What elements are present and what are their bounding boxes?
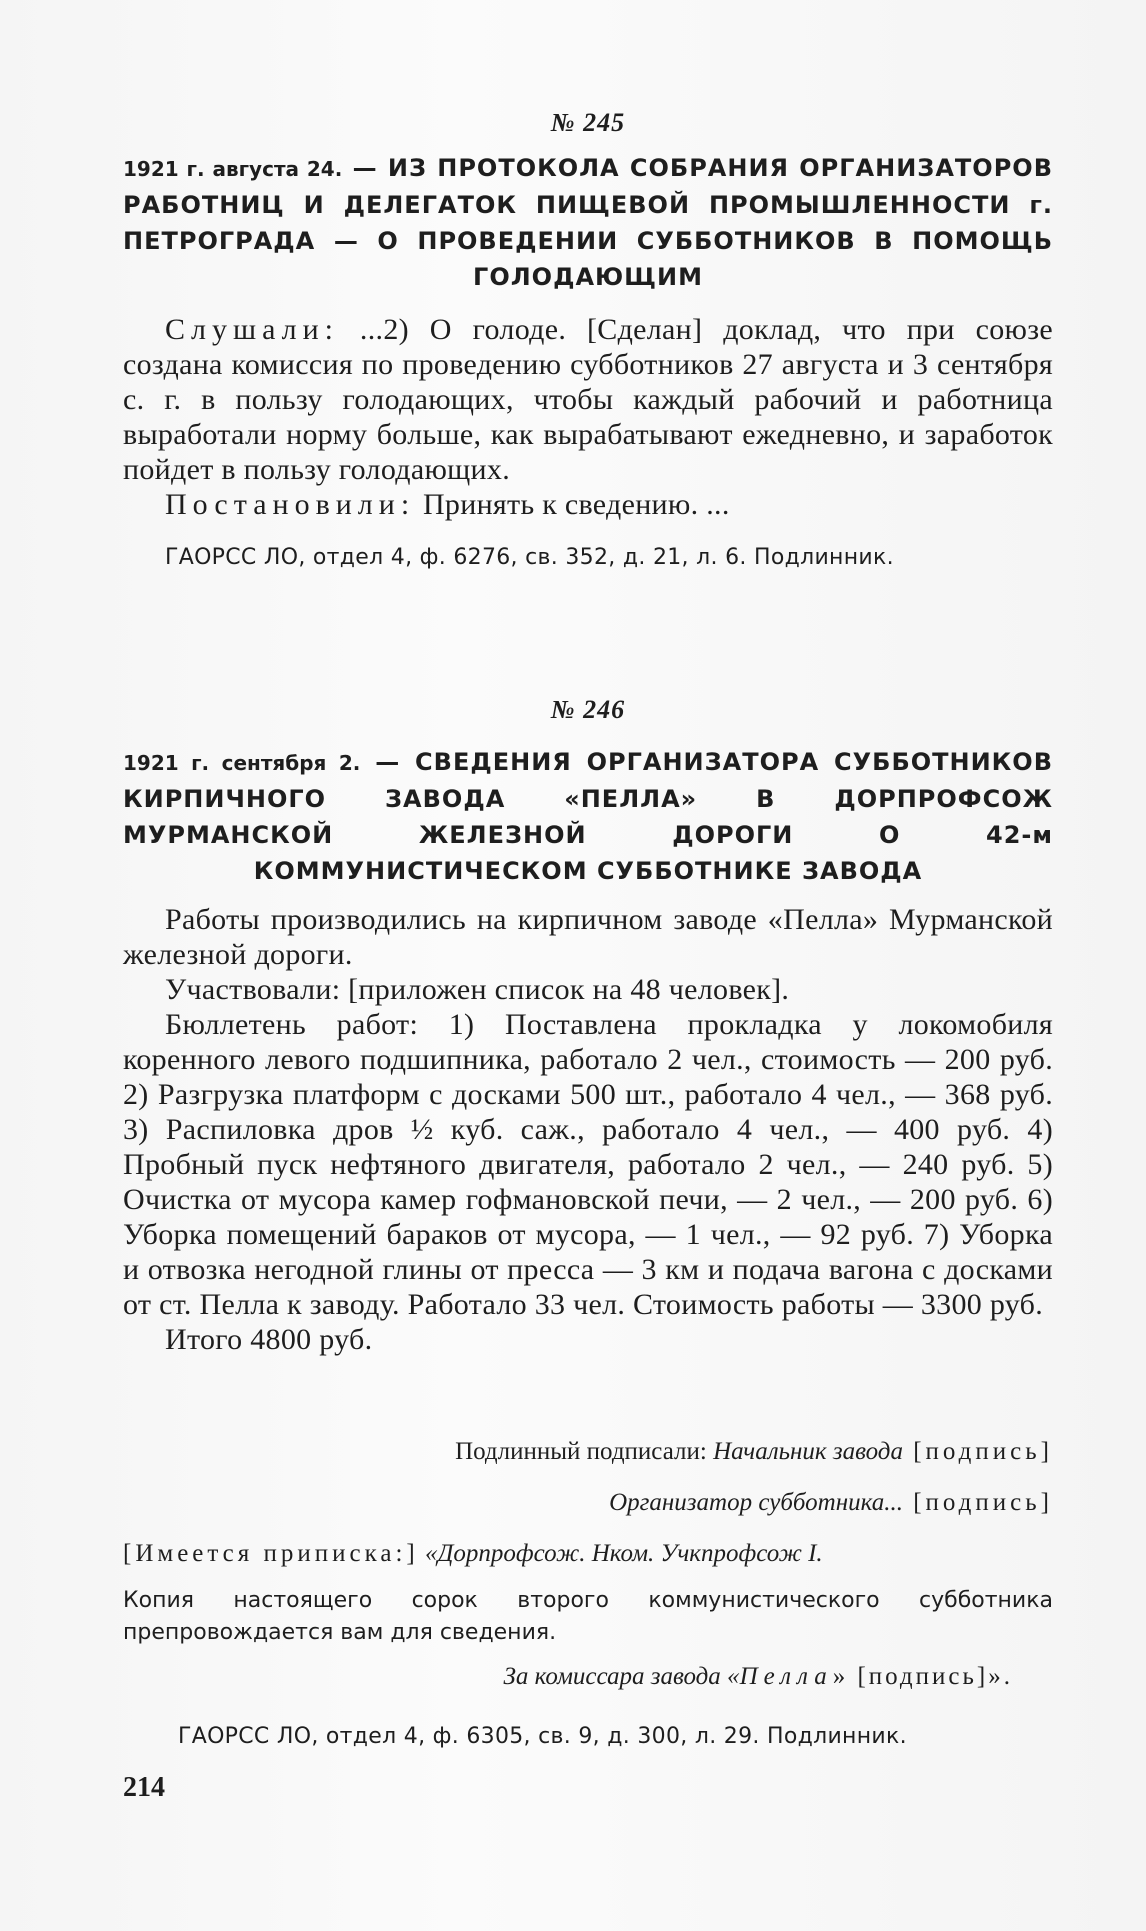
doc-245-title: — ИЗ ПРОТОКОЛА СОБРАНИЯ ОРГАНИЗАТОРОВ РАБОТНИЦ И ДЕЛЕГАТОК ПИЩЕВОЙ ПРОМЫШЛЕННОСТИ г. ПЕТРОГРАДА — О ПРОВЕДЕНИИ СУББОТНИКОВ В ПОМОЩЬ ГОЛОДАЮЩИМ [123, 154, 1053, 291]
doc-245-source: ГАОРСС ЛО, отдел 4, ф. 6276, св. 352, д. 21, л. 6. Подлинник. [165, 545, 894, 570]
sig1-role: Начальник завода [713, 1438, 903, 1465]
doc-246-title: — СВЕДЕНИЯ ОРГАНИЗАТОРА СУББОТНИКОВ КИРПИЧНОГО ЗАВОДА «ПЕЛЛА» В ДОРПРОФСОЖ МУРМАНСКОЙ ЖЕЛЕЗНОЙ ДОРОГИ О 42-м КОММУНИСТИЧЕСКОМ СУББОТНИКЕ ЗАВОДА [123, 748, 1053, 885]
doc-246-p2: Участвовали: [приложен список на 48 человек]. [165, 973, 790, 1006]
resolved-label: Постановили: [165, 488, 416, 521]
doc-245-heard [123, 312, 1053, 487]
heard-label: Слушали: [165, 313, 340, 346]
sig2-mark: [подпись] [902, 1489, 1053, 1516]
signature-2 [123, 1484, 1053, 1522]
doc-246-p3: Бюллетень работ: 1) Поставлена прокладка у локомобиля коренного левого подшипника, работало 2 чел., стоимость — 200 руб. 2) Разгрузка платформ с досками 500 шт., работало 4 чел., — 368 руб. 3) Распиловка дров ½ куб. саж., работало 4 чел., — 400 руб. 4) Пробный пуск нефтяного двигателя, работало 2 чел., — 240 руб. 5) Очистка от мусора камер гофмановской печи, — 2 чел., — 200 руб. 6) Уборка помещений бараков от мусора, — 1 чел., — 92 руб. 7) Уборка и отвозка негодной глины от пресса — 3 км и подача вагона с досками от ст. Пелла к заводу. Работало 33 чел. Стоимость работы — 3300 руб. [123, 1008, 1053, 1321]
doc-246-body [123, 902, 1053, 1357]
doc-246-p4: Итого 4800 руб. [165, 1323, 373, 1356]
sig1-mark: [подпись] [902, 1438, 1053, 1465]
doc-246-source: ГАОРСС ЛО, отдел 4, ф. 6305, св. 9, д. 300, л. 29. Подлинник. [178, 1724, 907, 1749]
signature-3 [123, 1658, 1053, 1696]
doc-245-number: № 245 [550, 108, 626, 137]
doc-246-heading [123, 744, 1053, 889]
page-number: 214 [123, 1772, 165, 1803]
sig3-name: Пелла [739, 1663, 833, 1690]
resolved-text: Принять к сведению. ... [415, 488, 730, 521]
sig1-label: Подлинный подписали: [455, 1438, 714, 1465]
doc-246-number: № 246 [550, 695, 626, 724]
sig3-role: За комиссара завода « [503, 1663, 740, 1690]
doc-246-p1: Работы производились на кирпичном заводе «Пелла» Мурманской железной дороги. [123, 903, 1053, 971]
note-body: Копия настоящего сорок второго коммунистического субботника препровождается вам для сведения. [123, 1588, 1053, 1645]
sig2-role: Организатор субботника... [609, 1489, 903, 1516]
signature-1 [123, 1433, 1053, 1471]
doc-245-resolved [123, 487, 1053, 522]
doc-245-date: 1921 г. августа 24. [123, 157, 343, 181]
doc-246-date: 1921 г. сентября 2. [123, 751, 361, 775]
heard-text: ...2) О голоде. [Сделан] доклад, что при союзе создана комиссия по проведению субботников 27 августа и 3 сентября с. г. в пользу голодающих, чтобы каждый рабочий и работница выработали норму больше, как вырабатывают ежедневно, и заработок пойдет в пользу голодающих. [123, 313, 1053, 486]
note-line [123, 1535, 1053, 1573]
note-label: [Имеется приписка:] [123, 1540, 419, 1567]
doc-245-heading [123, 150, 1053, 295]
note-text: «Дорпрофсож. Нком. Учкпрофсож I. [418, 1540, 823, 1567]
doc-245-body [123, 312, 1053, 522]
sig3-end: » [подпись]». [832, 1663, 1013, 1690]
